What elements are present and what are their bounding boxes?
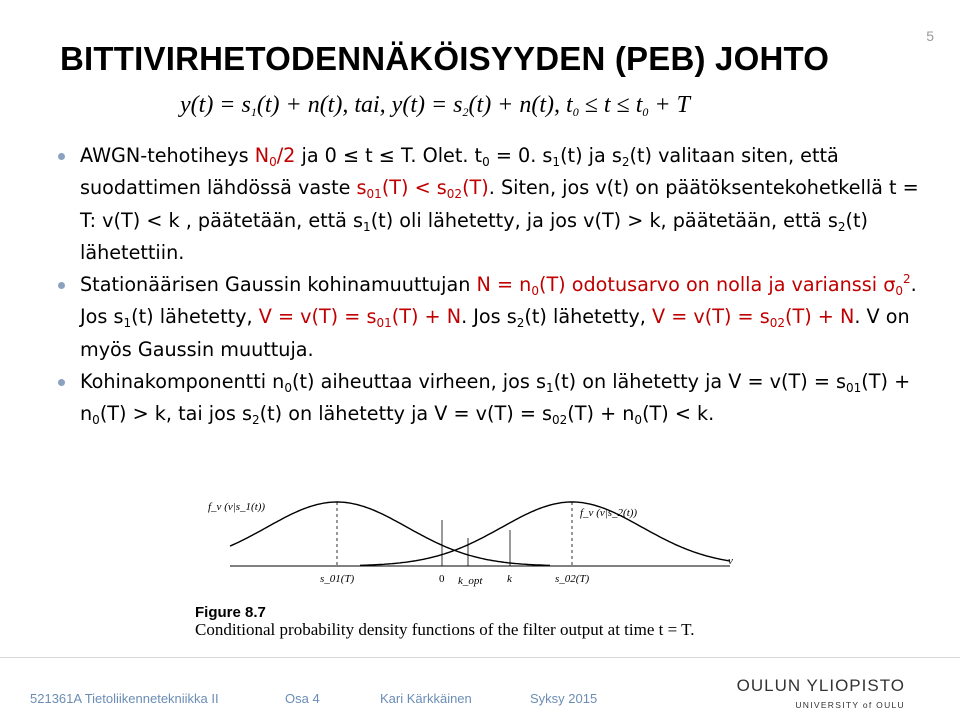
bullet-dot bbox=[58, 282, 65, 289]
signal-formula: $y(t) = s_1(t) + n(t)$, tai, $y(t) = s_2(t) + n(t)$, $t_0 \le t \le t_0 + T$ bbox=[180, 92, 690, 119]
pdf-curve-s1 bbox=[230, 502, 550, 565]
axis-v-label: v bbox=[728, 555, 733, 567]
tick-zero: 0 bbox=[439, 573, 445, 585]
bullet-dot bbox=[58, 153, 65, 160]
page-number: 5 bbox=[926, 28, 934, 44]
footer-section: Osa 4 bbox=[285, 691, 320, 706]
bullet-awgn: AWGN-tehotiheys $N_0/2$ ja 0 ≤ t ≤ T. Olet. $t_0 = 0$. $s_1(t)$ ja $s_2(t)$ valitaan siten, että suodattimen lähdössä vaste $s_{01}(T) < s_{02}(T)$. Siten, jos v(t) on päätöksentekohetkellä t = T: v(T) < k , päätetään, että $s_1(t)$ oli lähetetty, ja jos v(T) > k, päätetään, että $s_2(t)$ lähetettiin. bbox=[58, 140, 928, 269]
slide-title: BITTIVIRHETODENNÄKÖISYYDEN (PEB) JOHTO bbox=[60, 40, 830, 77]
university-logo: OULUN YLIOPISTO bbox=[736, 676, 905, 695]
figure-caption: Conditional probability density functions of the filter output at time t = T. bbox=[195, 620, 695, 639]
bullet-list bbox=[58, 140, 928, 431]
pdf1-label: f_v (v|s_1(t)) bbox=[208, 501, 266, 513]
university-logo-sub: UNIVERSITY of OULU bbox=[795, 700, 905, 710]
footer-author: Kari Kärkkäinen bbox=[380, 691, 472, 706]
footer-course: 521361A Tietoliikennetekniikka II bbox=[30, 691, 219, 706]
tick-kopt: k_opt bbox=[458, 575, 483, 587]
pdf2-label: f_v (v|s_2(t)) bbox=[580, 507, 638, 519]
footer bbox=[0, 657, 960, 720]
pdf-curve-s2 bbox=[360, 502, 730, 565]
bullet-error-condition: Kohinakomponentti $n_0(t)$ aiheuttaa virheen, jos $s_1(t)$ on lähetetty ja $V = v(T) = s_{01}(T) + n_0(T) > k$, tai jos $s_2(t)$ on lähetetty ja $V = v(T) = s_{02}(T) + n_0(T) < k$. bbox=[58, 366, 928, 431]
tick-s01: s_01(T) bbox=[320, 573, 355, 585]
tick-s02: s_02(T) bbox=[555, 573, 590, 585]
bullet-gaussian-noise: Stationäärisen Gaussin kohinamuuttujan $N = n_0(T)$ odotusarvo on nolla ja varianssi $\sigma_0^2$. Jos $s_1(t)$ lähetetty, $V = v(T) = s_{01}(T) + N$. Jos $s_2(t)$ lähetetty, $V = v(T) = s_{02}(T) + N$. V on myös Gaussin muuttuja. bbox=[58, 269, 928, 366]
figure-title: Figure 8.7 bbox=[195, 604, 266, 621]
footer-term: Syksy 2015 bbox=[530, 691, 598, 706]
tick-k: k bbox=[507, 573, 512, 585]
bullet-dot bbox=[58, 379, 65, 386]
pdf-plot bbox=[190, 480, 750, 600]
